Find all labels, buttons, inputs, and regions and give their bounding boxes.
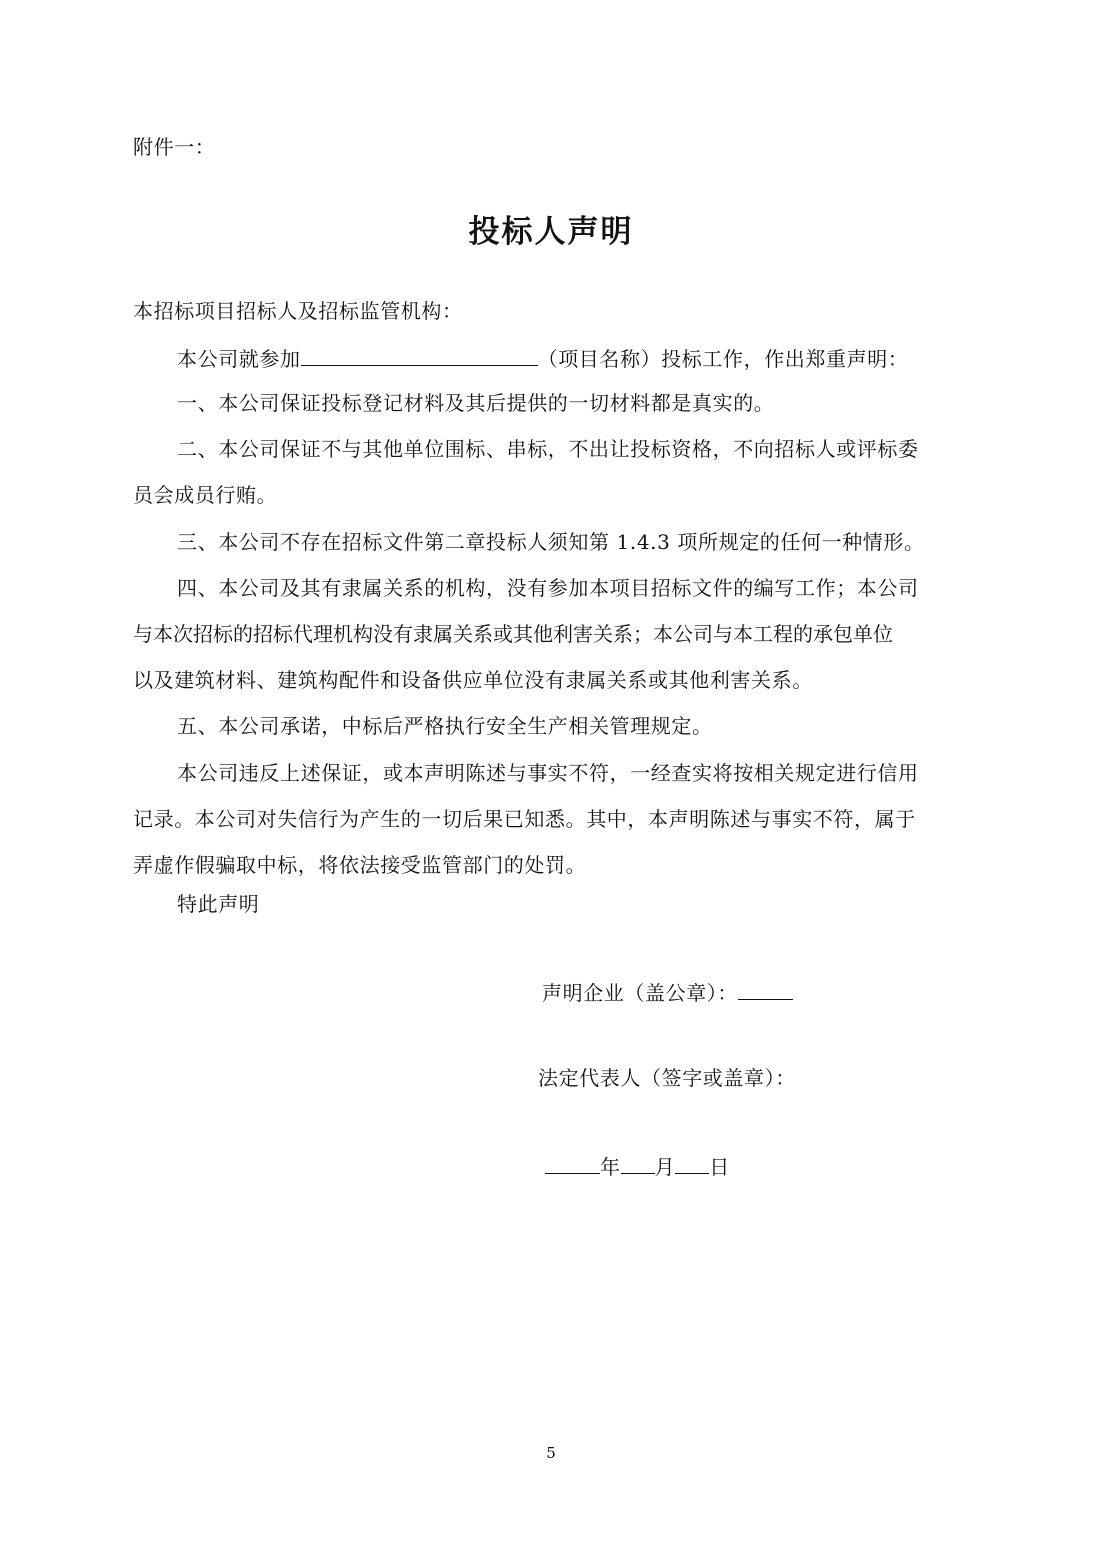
- clause-2-line-2: 员会成员行贿。: [133, 483, 278, 507]
- company-seal-line: [542, 979, 793, 1005]
- clause-5: 五、本公司承诺，中标后严格执行安全生产相关管理规定。: [177, 714, 713, 738]
- statement-line-3: 弄虚作假骗取中标，将依法接受监管部门的处罚。: [133, 853, 587, 877]
- closing-line: 特此声明: [177, 892, 260, 916]
- document-title: 投标人声明: [468, 214, 634, 250]
- addressee: 本招标项目招标人及招标监管机构：: [133, 299, 463, 323]
- clause-3: 三、本公司不存在招标文件第二章投标人须知第 1.4.3 项所规定的任何一种情形。: [177, 530, 925, 554]
- attachment-label: 附件一：: [133, 135, 216, 159]
- clause-4-line-3: 以及建筑材料、建筑构配件和设备供应单位没有隶属关系或其他利害关系。: [133, 668, 813, 692]
- statement-line-1: 本公司违反上述保证，或本声明陈述与事实不符，一经查实将按相关规定进行信用: [177, 761, 919, 785]
- company-seal-blank[interactable]: [738, 979, 793, 1000]
- clause-4-line-1: 四、本公司及其有隶属关系的机构，没有参加本项目招标文件的编写工作；本公司: [177, 576, 919, 600]
- clause-1: 一、本公司保证投标登记材料及其后提供的一切材料都是真实的。: [177, 391, 775, 415]
- intro-paragraph: [177, 345, 908, 371]
- month-blank[interactable]: [621, 1153, 655, 1174]
- intro-prefix: 本公司就参加: [177, 347, 301, 371]
- page-number: 5: [546, 1444, 556, 1462]
- clause-2-line-1: 二、本公司保证不与其他单位围标、串标，不出让投标资格，不向招标人或评标委: [177, 437, 919, 461]
- project-name-blank[interactable]: [301, 345, 538, 366]
- day-label: 日: [709, 1155, 730, 1179]
- year-blank[interactable]: [545, 1153, 600, 1174]
- intro-suffix: （项目名称）投标工作，作出郑重声明：: [537, 347, 909, 371]
- clause-4-line-2: 与本次招标的招标代理机构没有隶属关系或其他利害关系；本公司与本工程的承包单位: [133, 622, 893, 646]
- statement-line-2: 记录。本公司对失信行为产生的一切后果已知悉。其中，本声明陈述与事实不符，属于: [133, 807, 916, 831]
- date-line: [545, 1153, 730, 1179]
- legal-rep-label: 法定代表人（签字或盖章）：: [538, 1066, 796, 1090]
- day-blank[interactable]: [675, 1153, 709, 1174]
- month-label: 月: [654, 1155, 676, 1179]
- company-seal-label: 声明企业（盖公章）：: [542, 981, 738, 1005]
- year-label: 年: [600, 1155, 621, 1179]
